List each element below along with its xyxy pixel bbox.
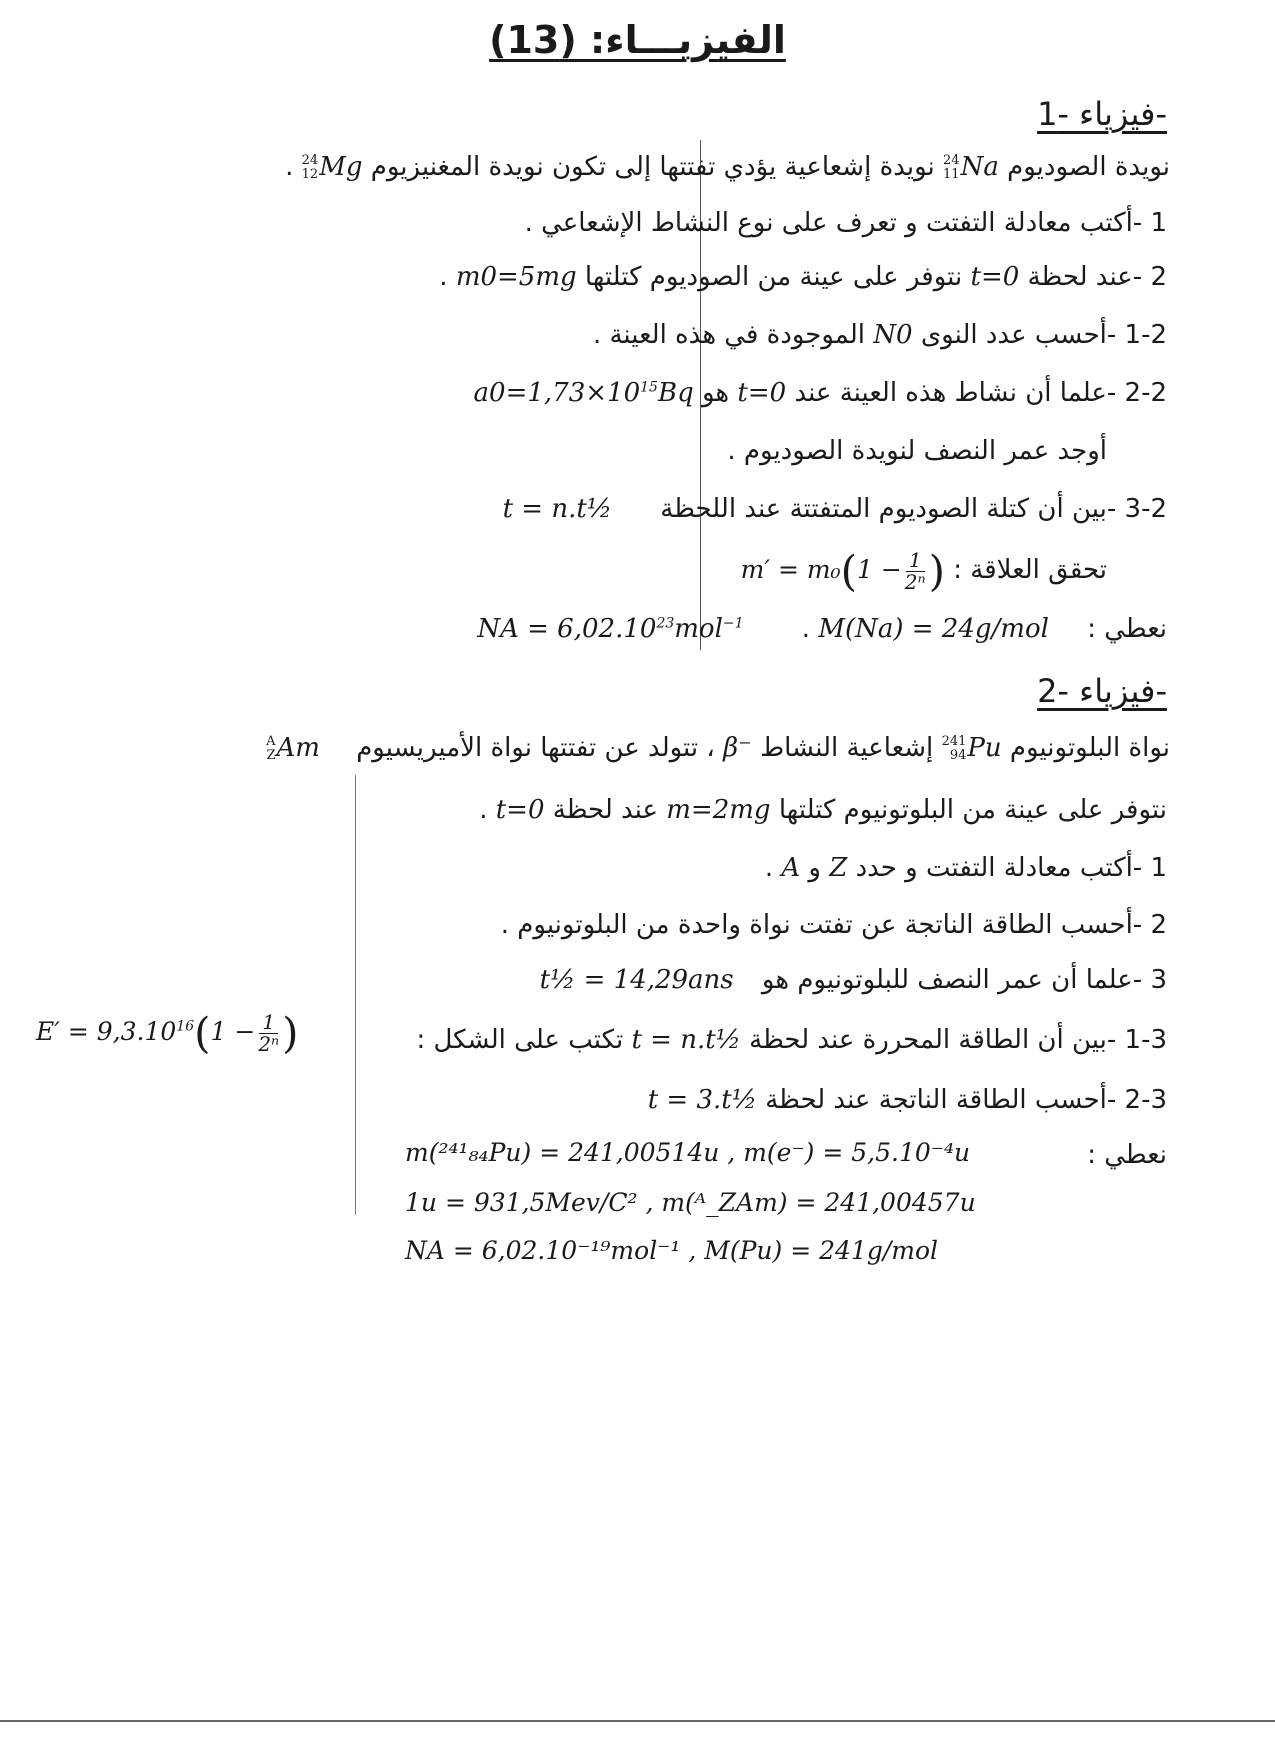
- ex2-q32: 2-3 -أحسب الطاقة الناتجة عند لحظة t = 3.t½: [647, 1085, 1167, 1115]
- ex2-given-line-3: NA = 6,02.10⁻¹⁹mol⁻¹ , M(Pu) = 241g/mol: [405, 1236, 939, 1265]
- ex2-q31: 1-3 -بين أن الطاقة المحررة عند لحظة t = n.t½ تكتب على الشكل :: [416, 1025, 1167, 1055]
- exercise-2-heading: فيزياء -2-: [1037, 672, 1167, 710]
- ex1-q2: 2 -عند لحظة t=0 نتوفر على عينة من الصوديوم كتلتها m0=5mg .: [439, 262, 1167, 292]
- magnesium-nuclide: 24 12 Mg: [301, 152, 363, 182]
- ex1-intro: نويدة الصوديوم 24 11 Na نويدة إشعاعية يؤدي تفتتها إلى تكون نويدة المغنيزيوم 24 12 Mg .: [285, 152, 1170, 183]
- ex2-given-label: نعطي :: [1087, 1140, 1167, 1170]
- ex2-intro: نواة البلوتونيوم 241 94 Pu إشعاعية النشاط β⁻ ، تتولد عن تفتتها نواة الأميريسيوم A Z Am: [266, 733, 1170, 764]
- plutonium-nuclide: 241 94 Pu: [941, 733, 1002, 763]
- exercise-1-heading: فيزياء -1-: [1037, 95, 1167, 133]
- ex1-q23: 3-2 -بين أن كتلة الصوديوم المتفتتة عند اللحظة t = n.t½: [502, 494, 1167, 524]
- ex2-given-line-2: 1u = 931,5Mev/C² , m(ᴬ_ZAm) = 241,00457u: [405, 1188, 976, 1217]
- page-bottom-divider: [0, 1720, 1275, 1722]
- ex1-q1: 1 -أكتب معادلة التفتت و تعرف على نوع النشاط الإشعاعي .: [524, 208, 1167, 238]
- ex1-q22: 2-2 -علما أن نشاط هذه العينة عند t=0 هو $a0=1,73\times 10^{15}Bq$: [473, 378, 1167, 408]
- ex1-q21: 1-2 -أحسب عدد النوى N0 الموجودة في هذه العينة .: [592, 320, 1167, 350]
- ex2-given-line-1: m(²⁴¹₈₄Pu) = 241,00514u , m(e⁻) = 5,5.10⁻⁴u: [405, 1138, 971, 1167]
- page-title: الفيزيـــاء: (13): [489, 18, 786, 62]
- ex2-q3: 3 -علما أن عمر النصف للبلوتونيوم هو t½ = 14,29ans: [539, 965, 1167, 995]
- ex2-q2: 2 -أحسب الطاقة الناتجة عن تفتت نواة واحدة من البلوتونيوم .: [500, 910, 1167, 940]
- ex2-sample: نتوفر على عينة من البلوتونيوم كتلتها m=2mg عند لحظة t=0 .: [479, 795, 1167, 825]
- scan-artifact-line-2: [355, 775, 356, 1215]
- americium-nuclide: A Z Am: [266, 733, 320, 763]
- ex2-q1: 1 -أكتب معادلة التفتت و حدد Z و A .: [764, 853, 1167, 883]
- ex1-q23-relation: تحقق العلاقة : m′ = m₀(1 − $\frac{1}{\text{2ⁿ}}$ ): [740, 546, 1107, 596]
- sodium-nuclide: 24 11 Na: [943, 152, 999, 182]
- ex2-q31-energy-formula: $E' = 9,3.10^{16}(1$ − $\frac{1}{\text{2ⁿ}}$ ): [36, 1008, 299, 1058]
- ex1-given: نعطي : M(Na) = 24g/mol . NA = $6,02.10^{23}mol^{-1}$: [477, 614, 1167, 644]
- ex1-q22-find: أوجد عمر النصف لنويدة الصوديوم .: [727, 436, 1107, 466]
